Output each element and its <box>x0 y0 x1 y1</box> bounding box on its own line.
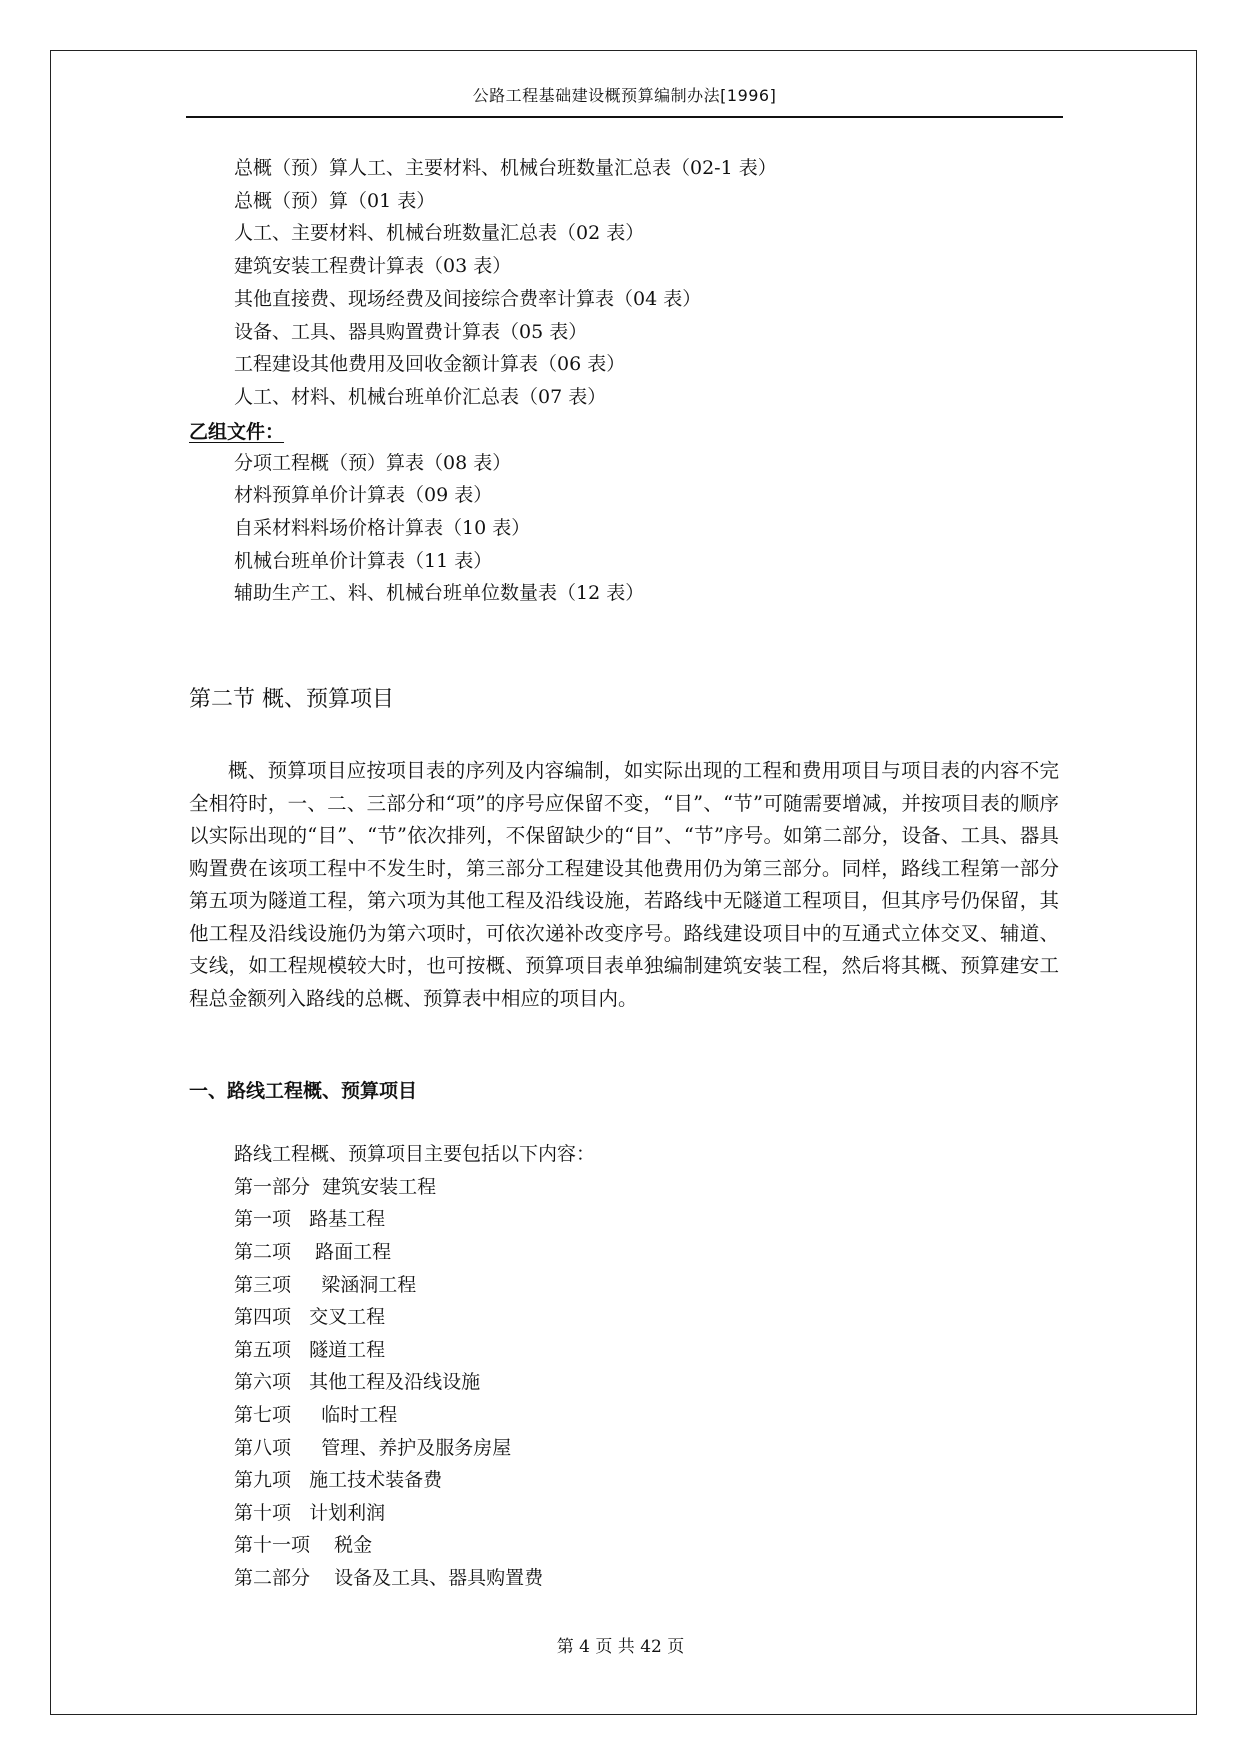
section-title: 第二节 概、预算项目 <box>189 687 394 712</box>
list-item: 第一部分 建筑安装工程 <box>234 1176 437 1198</box>
list-item: 第九项 施工技术装备费 <box>234 1469 443 1491</box>
list-item: 路线工程概、预算项目主要包括以下内容： <box>234 1143 596 1165</box>
list-item: 第七项 临时工程 <box>234 1404 398 1426</box>
list-item: 人工、材料、机械台班单价汇总表（07 表） <box>234 386 607 408</box>
running-header-title: 公路工程基础建设概预算编制办法[1996] <box>472 86 777 105</box>
list-item: 第三项 梁涵洞工程 <box>234 1274 417 1296</box>
list-item: 材料预算单价计算表（09 表） <box>234 484 493 506</box>
list-item: 第八项 管理、养护及服务房屋 <box>234 1437 512 1459</box>
list-item: 第十一项 税金 <box>234 1534 373 1556</box>
list-item: 总概（预）算人工、主要材料、机械台班数量汇总表（02-1 表） <box>234 157 777 179</box>
section-paragraph: 概、预算项目应按项目表的序列及内容编制，如实际出现的工程和费用项目与项目表的内容不完全相符时，一、二、三部分和“项”的序号应保留不变，“目”、“节”可随需要增减，并按项目表的顺序以实际出现的“目”、“节”依次排列，不保留缺少的“目”、“节”序号。如第二部分，设备、工具、器具购置费在该项工程中不发生时，第三部分工程建设其他费用仍为第三部分。同样，路线工程第一部分第五项为隧道工程，第六项为其他工程及沿线设施，若路线中无隧道工程项目，但其序号仍保留，其他工程及沿线设施仍为第六项时，可依次递补改变序号。路线建设项目中的互通式立体交叉、辅道、支线，如工程规模较大时，也可按概、预算项目表单独编制建筑安装工程，然后将其概、预算建安工程总金额列入路线的总概、预算表中相应的项目内。 <box>189 759 1059 1010</box>
list-item: 工程建设其他费用及回收金额计算表（06 表） <box>234 353 626 375</box>
list-item: 总概（预）算（01 表） <box>234 190 436 212</box>
list-item: 分项工程概（预）算表（08 表） <box>234 452 512 474</box>
list-item: 其他直接费、现场经费及间接综合费率计算表（04 表） <box>234 288 702 310</box>
header-rule <box>186 116 1063 118</box>
list-item: 第二项 路面工程 <box>234 1241 392 1263</box>
list-item: 建筑安装工程费计算表（03 表） <box>234 255 512 277</box>
list-item: 第一项 路基工程 <box>234 1208 386 1230</box>
subsection-heading: 一、路线工程概、预算项目 <box>189 1080 418 1102</box>
group-b-heading: 乙组文件： <box>189 421 285 443</box>
list-item: 第四项 交叉工程 <box>234 1306 386 1328</box>
list-item: 辅助生产工、料、机械台班单位数量表（12 表） <box>234 582 645 604</box>
list-item: 第六项 其他工程及沿线设施 <box>234 1371 481 1393</box>
list-item: 第十项 计划利润 <box>234 1502 386 1524</box>
list-item: 自采材料料场价格计算表（10 表） <box>234 517 531 539</box>
list-item: 设备、工具、器具购置费计算表（05 表） <box>234 321 588 343</box>
list-item: 机械台班单价计算表（11 表） <box>234 550 493 572</box>
list-item: 第五项 隧道工程 <box>234 1339 386 1361</box>
list-item: 人工、主要材料、机械台班数量汇总表（02 表） <box>234 222 645 244</box>
page-number: 第 4 页 共 42 页 <box>556 1637 685 1657</box>
list-item: 第二部分 设备及工具、器具购置费 <box>234 1567 544 1589</box>
